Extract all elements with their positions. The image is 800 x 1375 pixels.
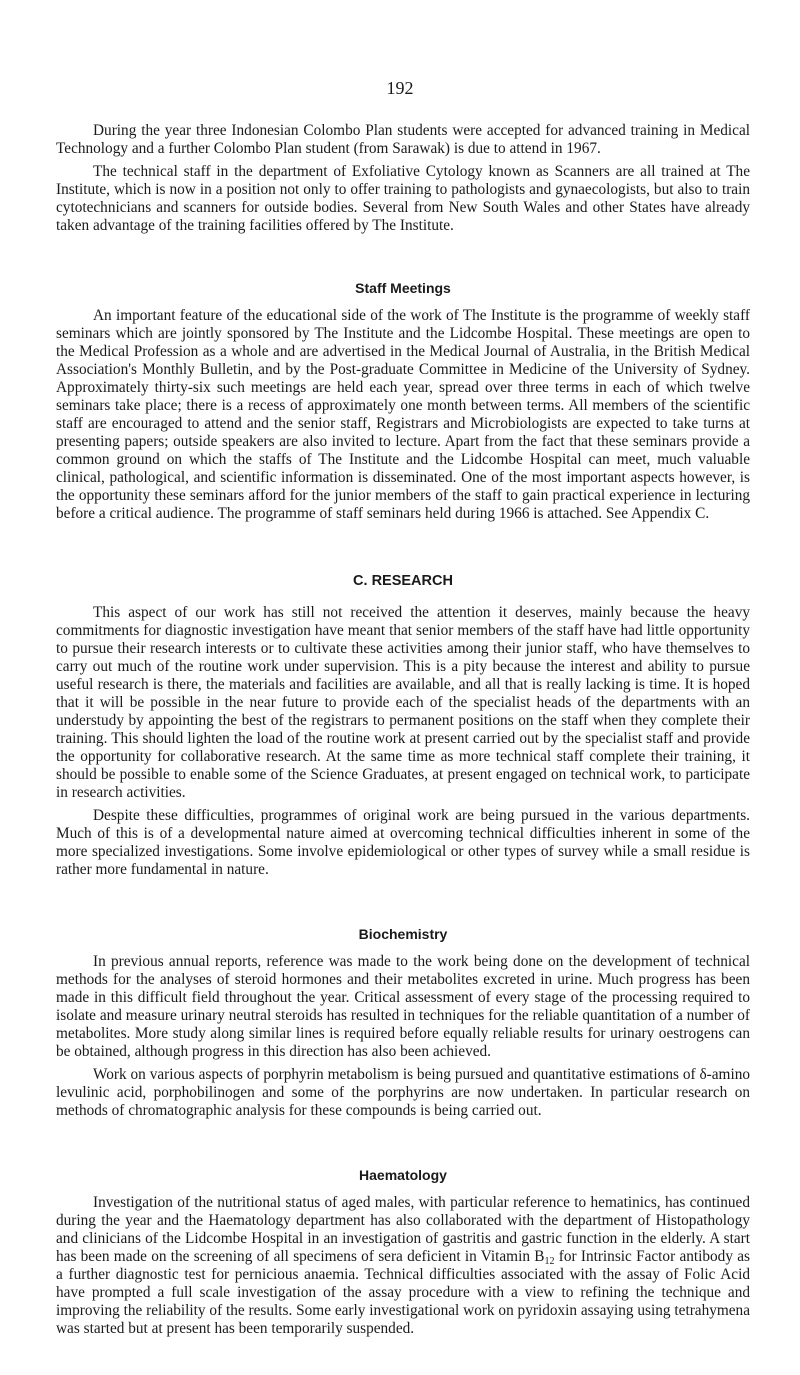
paragraph-exfoliative-cytology: The technical staff in the department of Exfoliative Cytology known as Scanners are all trained at The Institute, which is now in a position not only to offer training to pathologists and gynaecologists, but also to train cytotechnicians and scanners for outside bodies. Several from New South Wales and other States have already taken advantage of the training facilities offered by The Institute. — [56, 163, 750, 234]
paragraph-steroid-hormones: In previous annual reports, reference was made to the work being done on the development of technical methods for the analyses of steroid hormones and their metabolites excreted in urine. Much progress has been made in this difficult field throughout the year. Critical assessment of every stage of the processing required to isolate and measure urinary neutral steroids has resulted in techniques for the reliable quantitation of a number of metabolites. More study along similar lines is required before equally reliable results for urinary oestrogens can be obtained, although progress in this direction has also been achieved. — [56, 953, 750, 1060]
page-number: 192 — [386, 78, 414, 98]
section-haematology — [56, 1166, 750, 1338]
page-body — [56, 122, 750, 1343]
paragraph-porphyrin: Work on various aspects of porphyrin metabolism is being pursued and quantitative estimations of δ-amino levulinic acid, porphobilinogen and some of the porphyrins are now undertaken. In particular research on methods of chromatographic analysis for these compounds is being carried out. — [56, 1066, 750, 1119]
heading-research: C. RESEARCH — [353, 573, 453, 589]
section-biochemistry — [56, 925, 750, 1120]
heading-haematology: Haematology — [359, 1167, 447, 1183]
heading-staff-meetings: Staff Meetings — [355, 280, 451, 296]
section-research — [56, 572, 750, 879]
paragraph-research-difficulties: Despite these difficulties, programmes of original work are being pursued in the various departments. Much of this is of a developmental nature aimed at overcoming technical difficulties inherent in some of the more specialized investigations. Some involve epidemiological or other types of survey while a small residue is rather more fundamental in nature. — [56, 807, 750, 878]
paragraph-staff-seminars: An important feature of the educational side of the work of The Institute is the programme of weekly staff seminars which are jointly sponsored by The Institute and the Lidcombe Hospital. These meetings are open to the Medical Profession as a whole and are advertised in the Medical Journal of Australia, in the British Medical Association's Monthly Bulletin, and by the Post-graduate Committee in Medicine of the University of Sydney. Approximately thirty-six such meetings are held each year, spread over three terms in each of which twelve seminars take place; there is a recess of approximately one month between terms. All members of the scientific staff are encouraged to attend and the senior staff, Registrars and Microbiologists are expected to take turns at presenting papers; outside speakers are also invited to lecture. Apart from the fact that these seminars provide a common ground on which the staffs of The Institute and the Lidcombe Hospital can meet, much valuable clinical, pathological, and scientific information is disseminated. One of the most important aspects however, is the opportunity these seminars afford for the junior members of the staff to gain practical experience in lecturing before a critical audience. The programme of staff seminars held during 1966 is attached. See Appendix C. — [56, 307, 750, 522]
paragraph-nutritional-status — [56, 1194, 750, 1338]
paragraph-research-attention: This aspect of our work has still not received the attention it deserves, mainly because the heavy commitments for diagnostic investigation have meant that senior members of the staff have had little opportunity to pursue their research interests or to cultivate these activities among their junior staff, who have themselves to carry out much of the routine work under supervision. This is a pity because the interest and ability to pursue useful research is there, the materials and facilities are available, and all that is really lacking is time. It is hoped that it will be possible in the near future to provide each of the specialist heads of the departments with an understudy by appointing the best of the registrars to permanent positions on the staff when they complete their training. This should lighten the load of the routine work at present carried out by the specialist staff and provide the opportunity for collaborative research. At the same time as more technical staff complete their training, it should be possible to enable some of the Science Graduates, at present engaged on technical work, to participate in research activities. — [56, 604, 750, 801]
paragraph-colombo-plan: During the year three Indonesian Colombo Plan students were accepted for advanced training in Medical Technology and a further Colombo Plan student (from Sarawak) is due to attend in 1967. — [56, 122, 750, 157]
heading-biochemistry: Biochemistry — [358, 926, 448, 942]
section-staff-meetings — [56, 279, 750, 523]
paragraph-text-part: Investigation of the nutritional status of aged males, with particular reference to hematinics, has continued during the year and the Haematology department has also collaborated with the department of Histopathology and clinicians of the Lidcombe Hospital in an investigation of gastritis and gastric function in the elderly. A start has been made on the screening of all specimens of sera deficient in Vitamin B — [56, 1194, 750, 1265]
subscript-12: 12 — [544, 1256, 555, 1267]
section-training — [56, 122, 750, 235]
paragraph-text-part: for Intrinsic Factor antibody as a further diagnostic test for pernicious anaemia. Technical difficulties associated with the assay of Folic Acid have prompted a full scale investigation of the assay procedure with a view to refining the technique and improving the reliability of the results. Some early investigational work on pyridoxin assaying using tetrahymena was started but at present has been temporarily suspended. — [56, 1248, 750, 1337]
